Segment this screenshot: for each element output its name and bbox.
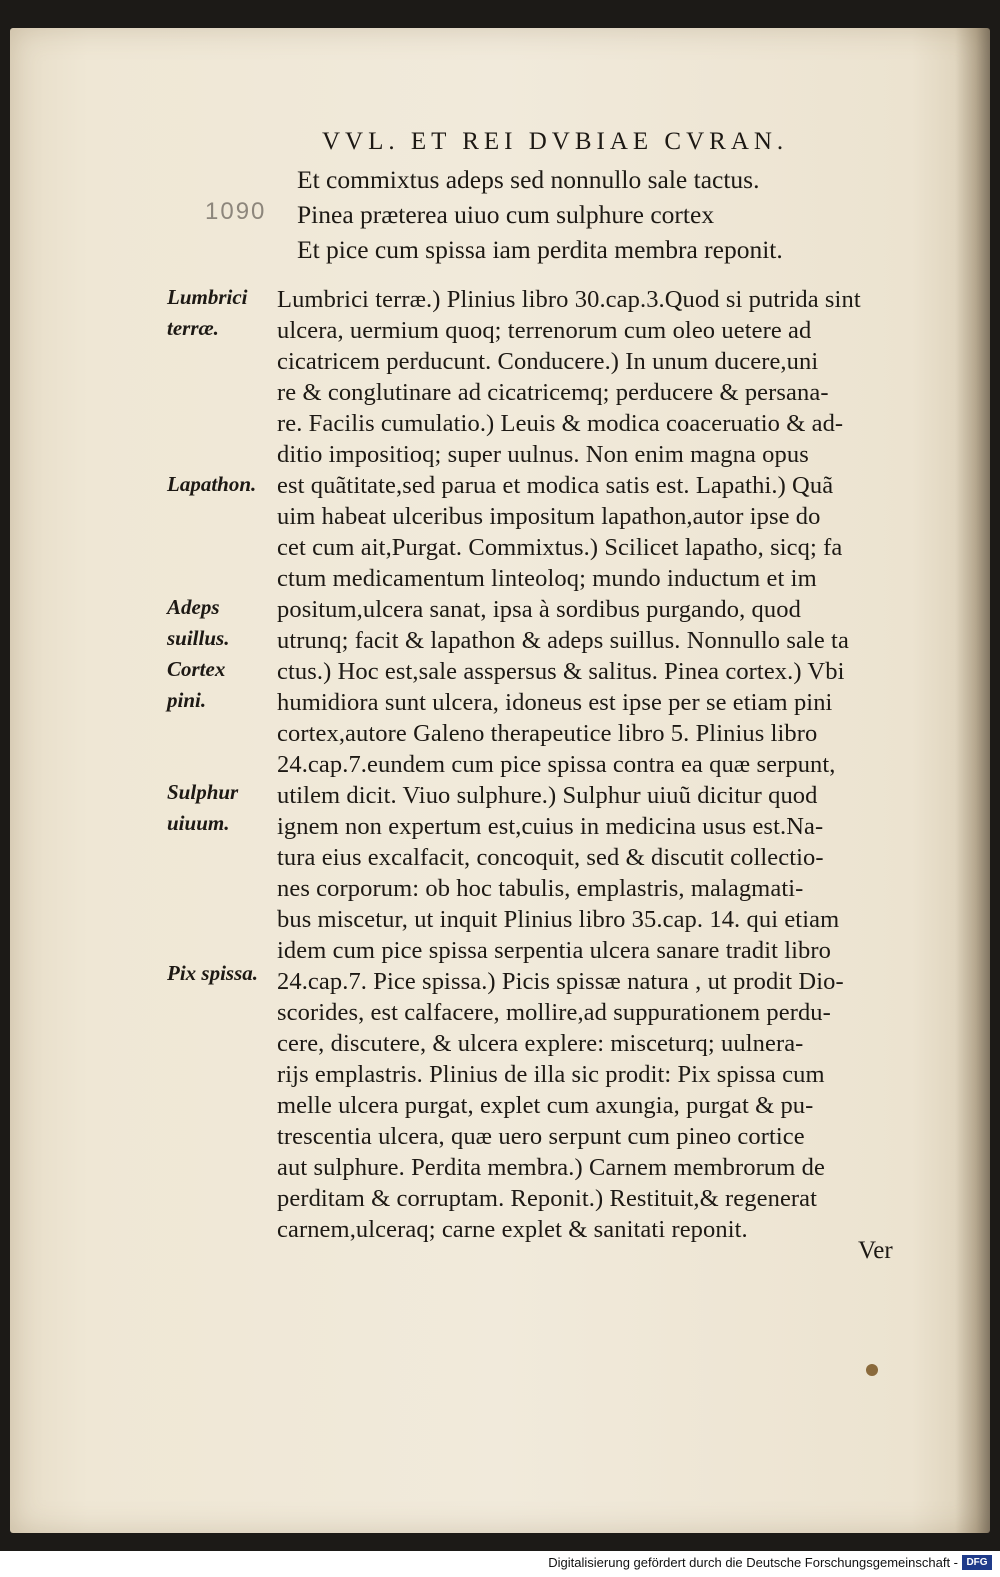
ink-spot (866, 1364, 878, 1376)
text-line: uim habeat ulceribus impositum lapathon,autor ipse do (277, 503, 821, 530)
text-line: trescentia ulcera, quæ uero serpunt cum pineo cortice (277, 1123, 805, 1150)
margin-note: terræ. (167, 316, 219, 340)
text-line: positum,ulcera sanat, ipsa à sordibus purgando, quod (277, 596, 801, 623)
margin-note: Pix spissa. (167, 961, 259, 985)
margin-note: Cortex (167, 657, 226, 681)
running-head: VVL. ET REI DVBIAE CVRAN. (322, 128, 789, 155)
margin-note: Lumbrici (167, 285, 248, 309)
text-line: est quãtitate,sed parua et modica satis est. Lapathi.) Quã (277, 472, 834, 499)
text-line: idem cum pice spissa serpentia ulcera sanare tradit libro (277, 937, 832, 964)
text-line: cicatricem perducunt. Conducere.) In unum ducere,uni (277, 348, 819, 375)
text-line: 24.cap.7. Pice spissa.) Picis spissæ natura , ut prodit Dio- (277, 968, 844, 995)
catchword: Ver (858, 1237, 893, 1264)
footer-credit-text: Digitalisierung gefördert durch die Deutsche Forschungsgemeinschaft - (548, 1555, 958, 1570)
text-line: re. Facilis cumulatio.) Leuis & modica coaceruatio & ad- (277, 410, 844, 437)
text-line: ctus.) Hoc est,sale asspersus & salitus. Pinea cortex.) Vbi (277, 658, 845, 685)
text-line: melle ulcera purgat, explet cum axungia, purgat & pu- (277, 1092, 814, 1119)
margin-note: Lapathon. (167, 472, 257, 496)
text-line: perditam & corruptam. Reponit.) Restituit,& regenerat (277, 1185, 818, 1212)
text-line: ctum medicamentum linteoloq; mundo inductum et im (277, 565, 817, 592)
text-line: scorides, est calfacere, mollire,ad suppurationem perdu- (277, 999, 831, 1026)
text-line: ditio impositioq; super uulnus. Non enim magna opus (277, 441, 809, 468)
text-line: ignem non expertum est,cuius in medicina usus est.Na- (277, 813, 824, 840)
margin-note: pini. (167, 688, 207, 712)
margin-note: uiuum. (167, 811, 230, 835)
text-line: utrunq; facit & lapathon & adeps suillus. Nonnullo sale ta (277, 627, 849, 654)
verse-line: Et pice cum spissa iam perdita membra reponit. (297, 235, 783, 264)
text-line: 24.cap.7.eundem cum pice spissa contra ea quæ serpunt, (277, 751, 836, 778)
text-line: cere, discutere, & ulcera explere: misceturq; uulnera- (277, 1030, 804, 1057)
margin-note: suillus. (167, 626, 230, 650)
dfg-logo-icon: DFG (962, 1555, 992, 1570)
handwritten-folio-number: 1090 (205, 198, 267, 225)
margin-note: Adeps (167, 595, 220, 619)
text-line: humidiora sunt ulcera, idoneus est ipse per se etiam pini (277, 689, 833, 716)
text-line: utilem dicit. Viuo sulphure.) Sulphur uiuũ dicitur quod (277, 782, 818, 809)
text-line: rijs emplastris. Plinius de illa sic prodit: Pix spissa cum (277, 1061, 825, 1088)
margin-note: Sulphur (167, 780, 239, 804)
text-line: cortex,autore Galeno therapeutice libro 5. Plinius libro (277, 720, 818, 747)
verse-line: Et commixtus adeps sed nonnullo sale tactus. (297, 165, 760, 194)
text-line: bus miscetur, ut inquit Plinius libro 35.cap. 14. qui etiam (277, 906, 840, 933)
text-line: re & conglutinare ad cicatricemq; perducere & persana- (277, 379, 829, 406)
text-line: nes corporum: ob hoc tabulis, emplastris, malagmati- (277, 875, 804, 902)
digitization-footer (0, 1551, 1000, 1577)
verse-line: Pinea præterea uiuo cum sulphure cortex (297, 200, 715, 229)
text-line: aut sulphure. Perdita membra.) Carnem membrorum de (277, 1154, 825, 1181)
text-line: carnem,ulceraq; carne explet & sanitati reponit. (277, 1216, 748, 1243)
page-gutter-shadow (955, 28, 990, 1533)
text-line: cet cum ait,Purgat. Commixtus.) Scilicet lapatho, sicq; fa (277, 534, 843, 561)
text-line: tura eius excalfacit, concoquit, sed & discutit collectio- (277, 844, 824, 871)
text-line: ulcera, uermium quoq; terrenorum cum oleo uetere ad (277, 317, 812, 344)
text-line: Lumbrici terræ.) Plinius libro 30.cap.3.Quod si putrida sint (277, 286, 861, 313)
